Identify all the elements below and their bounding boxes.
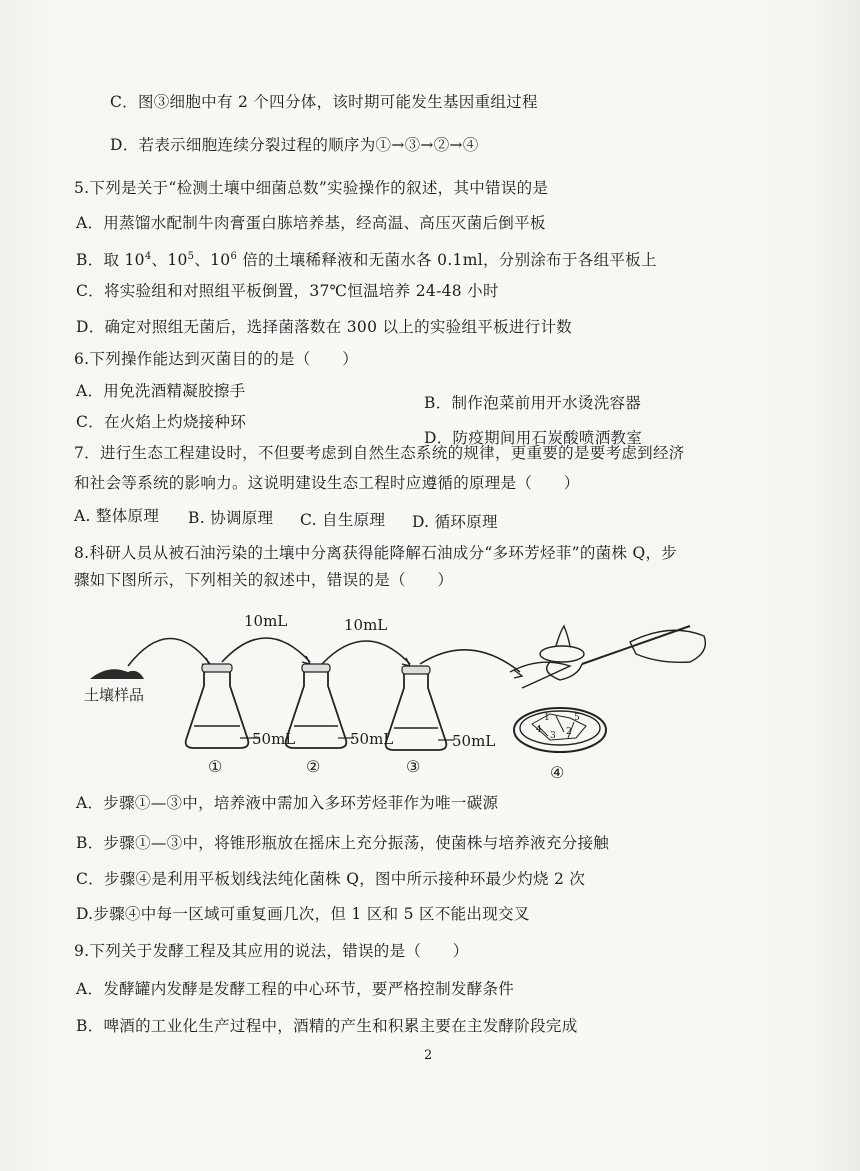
petri-dish-icon [514, 708, 606, 752]
q5-option-c: C．将实验组和对照组平板倒置，37℃恒温培养 24-48 小时 [76, 282, 499, 300]
flask-2-volume: 50mL [350, 730, 394, 748]
flask-3 [386, 666, 454, 750]
experiment-figure [70, 602, 710, 792]
question-5: 5.下列是关于“检测土壤中细菌总数”实验操作的叙述，其中错误的是 [74, 179, 549, 197]
flask-2 [286, 664, 354, 748]
q8-option-c: C．步骤④是利用平板划线法纯化菌株 Q，图中所示接种环最少灼烧 2 次 [76, 870, 586, 888]
question-7-line-2: 和社会等系统的影响力。这说明建设生态工程时应遵循的原理是（ ） [74, 474, 580, 492]
question-9: 9.下列关于发酵工程及其应用的说法，错误的是（ ） [74, 942, 469, 960]
q5-option-d: D．确定对照组无菌后，选择菌落数在 300 以上的实验组平板进行计数 [76, 318, 573, 336]
q6-option-d: D．防疫期间用石炭酸喷洒教室 [424, 429, 643, 447]
flask-1 [186, 664, 260, 748]
q9-option-b: B．啤酒的工业化生产过程中，酒精的产生和积累主要在主发酵阶段完成 [76, 1017, 578, 1035]
zone-5: 5 [574, 713, 580, 723]
q8-option-a: A．步骤①—③中，培养液中需加入多环芳烃菲作为唯一碳源 [76, 794, 499, 812]
step-2-label: ② [306, 757, 321, 776]
step-3-label: ③ [406, 757, 421, 776]
arrow-soil-to-flask-1 [128, 638, 210, 666]
q8-option-b: B．步骤①—③中，将锥形瓶放在摇床上充分振荡，使菌株与培养液充分接触 [76, 834, 610, 852]
q7-option-c: C. 自生原理 [300, 511, 386, 529]
flask-1-volume: 50mL [252, 730, 296, 748]
q5-option-a: A．用蒸馏水配制牛肉膏蛋白胨培养基，经高温、高压灭菌后倒平板 [76, 214, 546, 232]
transfer-label-1: 10mL [244, 612, 288, 630]
question-6: 6.下列操作能达到灭菌目的的是（ ） [74, 350, 358, 368]
step-1-label: ① [208, 757, 223, 776]
question-7-line-1: 7．进行生态工程建设时，不但要考虑到自然生态系统的规律，更重要的是要考虑到经济 [74, 444, 685, 462]
q5-option-b: B．取 $10^4$、$10^5$、$10^6$ 倍的土壤稀释液和无菌水各 0.1ml，分别涂布于各组平板上 [76, 251, 657, 270]
q7-option-b: B. 协调原理 [188, 509, 274, 527]
streaking-setup-icon [510, 626, 705, 688]
question-8-line-2: 骤如下图所示，下列相关的叙述中，错误的是（ ） [74, 571, 454, 589]
zone-4: 4 [536, 725, 542, 735]
zone-3: 3 [550, 731, 556, 741]
soil-sample-icon [90, 669, 144, 679]
arrow-flask-1-to-2 [222, 638, 310, 662]
page-number: 2 [424, 1048, 433, 1063]
arrow-flask-3-to-plate [420, 650, 520, 672]
q7-option-d: D. 循环原理 [412, 513, 498, 531]
question-8-line-1: 8.科研人员从被石油污染的土壤中分离获得能降解石油成分“多环芳烃菲”的菌株 Q，步 [74, 544, 678, 562]
q7-option-a: A. 整体原理 [74, 507, 160, 525]
soil-sample-label: 土壤样品 [84, 686, 145, 704]
option-c-prev: C．图③细胞中有 2 个四分体，该时期可能发生基因重组过程 [110, 93, 538, 111]
zone-1: 1 [544, 713, 550, 723]
step-4-label: ④ [550, 763, 565, 782]
q9-option-a: A．发酵罐内发酵是发酵工程的中心环节，要严格控制发酵条件 [76, 980, 515, 998]
q8-option-d: D.步骤④中每一区域可重复画几次，但 1 区和 5 区不能出现交叉 [76, 905, 530, 923]
transfer-label-2: 10mL [344, 616, 388, 634]
q6-option-b: B．制作泡菜前用开水烫洗容器 [424, 394, 642, 412]
zone-2: 2 [566, 727, 572, 737]
q6-option-c: C．在火焰上灼烧接种环 [76, 413, 247, 431]
q6-option-a: A．用免洗酒精凝胶擦手 [76, 382, 246, 400]
option-d-prev: D．若表示细胞连续分裂过程的顺序为①→③→②→④ [110, 136, 479, 154]
flask-3-volume: 50mL [452, 732, 496, 750]
arrow-flask-2-to-3 [322, 641, 410, 664]
